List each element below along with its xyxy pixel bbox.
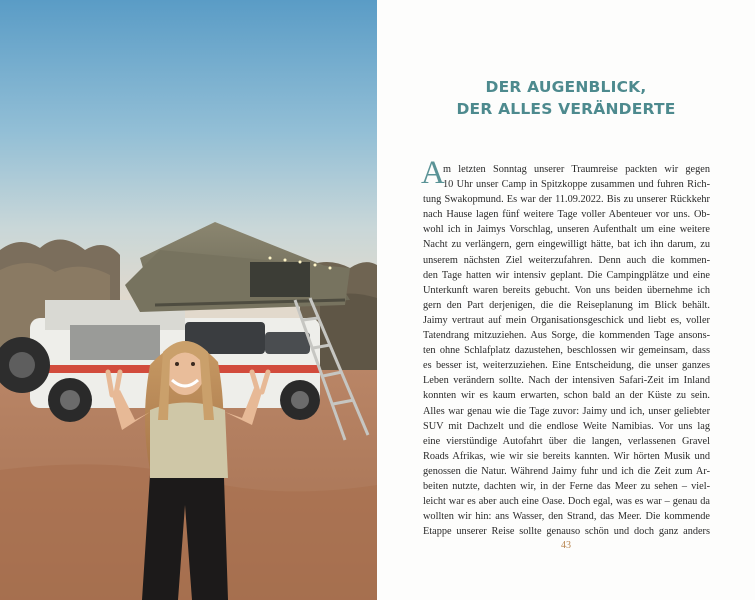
text-line: es besser ist, weiterzuziehen. Eine Entscheidung, die unser ganzes [423,360,710,372]
text-line: tung Swakopmund. Es war der 11.09.2022. Bis zu unserer Rückkehr [423,194,710,206]
text-line: eine vierstündige Autofahrt über die langen, verlassenen Gravel [423,435,710,447]
text-line: m letzten Sonntag unserer Traumreise packten wir gegen [443,164,710,175]
chapter-title-line-2: DER ALLES VERÄNDERTE [456,100,676,118]
travel-photo [0,0,377,600]
text-line: Unterkunft waren bereits gebucht. Von uns beiden übernehme ich [423,284,710,296]
page-number: 43 [561,540,571,551]
chapter-title [397,76,735,120]
text-line: 10 Uhr unser Camp in Spitzkoppe zusammen und fuhren Rich- [443,179,710,191]
text-line: Jaimy vertraut auf mein Organisationsgeschick und liebt es, voller [423,314,710,326]
body-text [421,155,710,539]
drop-cap: A [421,155,445,191]
text-line: Roads Afrikas, wie wir sie bereits kannten. Wir hörten Musik und [423,450,710,462]
text-page [377,0,755,600]
text-line: konnten wir es kaum erwarten, schon bald an der Küste zu sein. [423,390,710,402]
text-line: genossen die Natur. Während Jaimy fuhr und ich die Zeit zum Ar- [423,465,710,477]
text-line: Tatendrang mitzuziehen. Aus Sorge, die kommenden Tage ansons- [423,330,710,342]
text-line: SUV mit Dachzelt und die endlose Weite Namibias. Vor uns lag [423,420,710,432]
chapter-title-line-1: DER AUGENBLICK, [485,78,647,96]
text-line: Alles war genau wie die Tage zuvor: Jaimy und ich, unser geliebter [423,405,710,417]
text-line: unserem nächsten Ziel weiterzufahren. Denn auch die kommen- [423,254,710,266]
photo-page [0,0,377,600]
text-line: Leben verändern sollte. Nach der intensiven Safari-Zeit im Inland [423,375,710,387]
text-line: ten ohne Schlafplatz dazustehen, beschlossen wir gemeinsam, dass [423,345,710,357]
text-line: leicht war es aber auch eine Oase. Doch egal, was es war – genau da [423,496,710,508]
text-line: den Tage hatten wir intensiv geplant. Die Campingplätze und eine [423,269,710,281]
text-line: Nacht zu verlängern, gern eingewilligt hätte, bat ich ihn darum, zu [423,239,710,251]
text-line: beiten nutzte, dachten wir, in der Ferne das Meer zu sehen – viel- [423,480,710,492]
text-line: wohl ich in Jaimys Vorschlag, unseren Aufenthalt um eine weitere [423,224,710,236]
text-line: Etappe unserer Reise sollte genauso schön und doch ganz anders [423,526,710,538]
text-line: wollten wir hin: ans Wasser, den Strand, das Meer. Die kommende [423,511,710,523]
text-line: nach Hause lagen fünf weitere Tage voller Abenteuer vor uns. Ob- [423,209,710,221]
text-line: gern den Part derjenigen, die die Reiseplanung im Blick behält. [423,299,710,311]
